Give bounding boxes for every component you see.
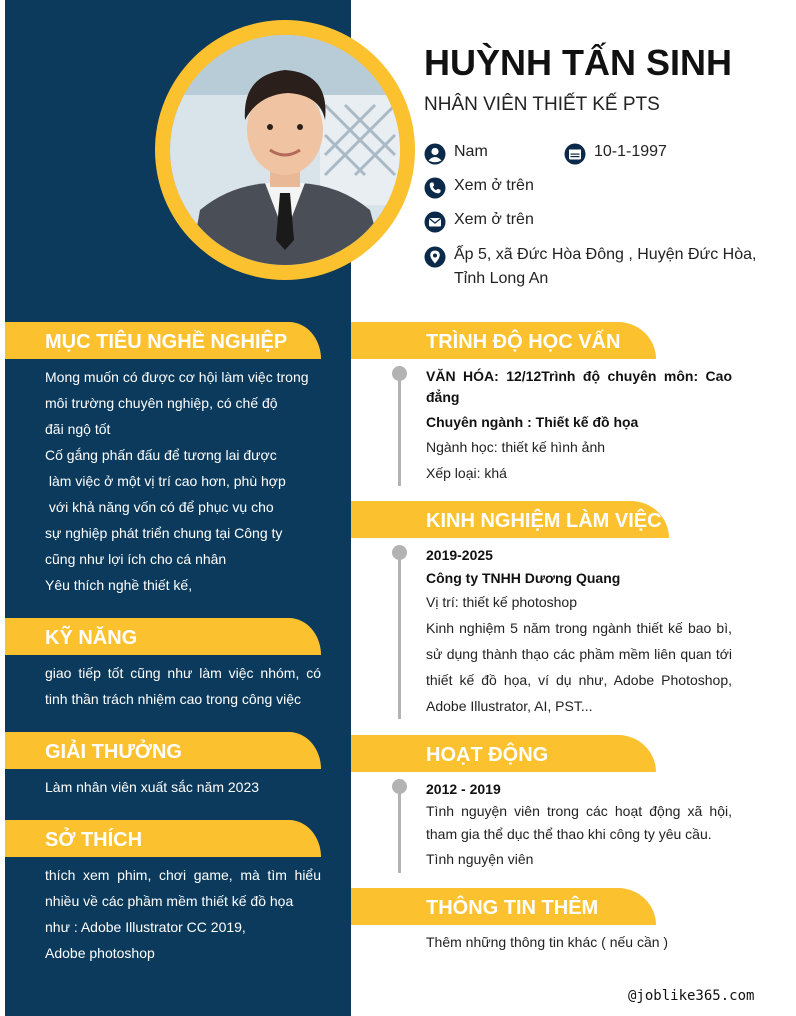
experience-period: 2019-2025 [426,547,493,563]
calendar-icon [564,143,586,165]
activities-period: 2012 - 2019 [426,781,501,797]
phone-value: Xem ở trên [454,177,534,194]
address-row [424,245,756,291]
experience-position: Vị trí: thiết kế photoshop [426,594,577,610]
objective-line: Mong muốn có được cơ hội làm việc trong [45,369,309,385]
activities-title: HOẠT ĐỘNG [426,744,549,766]
awards-text [45,774,321,800]
objective-line: môi trường chuyên nghiệp, có chế độ [45,395,278,411]
hobbies-header [5,820,321,857]
timeline-dot [392,779,407,794]
site-watermark: @joblike365.com [628,988,755,1004]
address-line-1: Ấp 5, xã Đức Hòa Đông , Huyện Đức Hòa, [454,246,757,263]
timeline-line [398,372,401,486]
objective-title: MỤC TIÊU NGHỀ NGHIỆP [45,331,288,353]
hobbies-line: như : Adobe Illustrator CC 2019, [45,919,246,935]
address-line-2: Tỉnh Long An [454,270,549,287]
hobbies-line: Adobe photoshop [45,945,155,961]
education-rank: Xếp loại: khá [426,465,507,481]
awards-description: Làm nhân viên xuất sắc năm 2023 [45,779,260,795]
skills-description: giao tiếp tốt cũng như làm việc nhóm, có tinh thần trách nhiệm cao trong công việc [45,665,321,707]
education-header [351,322,656,359]
awards-header [5,732,321,769]
timeline-line [398,551,401,719]
objective-line: Yêu thích nghề thiết kế, [45,577,193,593]
activities-header [351,735,656,772]
birthday-row [564,143,667,165]
timeline-dot [392,545,407,560]
email-row [424,211,534,233]
more-info-text: Thêm những thông tin khác ( nếu cần ) [426,934,669,950]
education-level: VĂN HÓA: 12/12Trình độ chuyên môn: Cao đẳng [426,368,732,405]
phone-row [424,177,534,199]
more-info-header [351,888,656,925]
activities-description: Tình nguyện viên trong các hoạt động xã hội, tham gia thể dục thể thao khi công ty yêu cầu. [426,803,732,842]
hobbies-description: thích xem phim, chơi game, mà tìm hiểu nhiều về các phầm mềm thiết kế đồ họa [45,867,321,909]
hobbies-title: SỞ THÍCH [45,829,143,851]
objective-line: Cố gắng phấn đấu để tương lai được [45,447,277,463]
more-info-title: THÔNG TIN THÊM [426,897,599,919]
objective-line: với khả năng vốn có để phục vụ cho [45,499,274,515]
job-title: NHÂN VIÊN THIẾT KẾ PTS [424,94,660,115]
education-major-bold: Chuyên ngành : Thiết kế đồ họa [426,414,639,430]
birthday-value: 10-1-1997 [594,143,667,160]
objective-line: đãi ngộ tốt [45,421,111,437]
gender-value: Nam [454,143,488,160]
location-icon [424,246,446,268]
phone-icon [424,177,446,199]
experience-body [426,545,732,719]
objective-line: cũng như lợi ích cho cá nhân [45,551,227,567]
skills-header [5,618,321,655]
objective-line: sự nghiệp phát triển chung tại Công ty [45,525,283,541]
education-body [426,366,732,486]
experience-title: KINH NGHIỆM LÀM VIỆC [426,510,662,532]
person-icon [424,143,446,165]
objective-header [5,322,321,359]
candidate-name: HUỲNH TẤN SINH [424,42,733,83]
activities-body [426,779,732,872]
timeline-line [398,785,401,873]
email-icon [424,211,446,233]
activities-role: Tình nguyện viên [426,851,534,867]
email-value: Xem ở trên [454,211,534,228]
skills-text [45,660,321,712]
experience-header [351,501,669,538]
skills-title: KỸ NĂNG [45,627,138,649]
gender-row [424,143,488,165]
objective-text [45,364,321,598]
education-major: Ngành học: thiết kế hình ảnh [426,439,606,455]
experience-company: Công ty TNHH Dương Quang [426,570,621,586]
experience-description: Kinh nghiệm 5 năm trong ngành thiết kế bao bì, sử dụng thành thạo các phầm mềm liên quan tới thiết kế đồ họa, ví dụ như, Adobe Photoshop, Adobe Illustrator, AI, PST... [426,620,732,714]
education-title: TRÌNH ĐỘ HỌC VẤN [426,331,621,353]
hobbies-text [45,862,321,966]
awards-title: GIẢI THƯỞNG [45,741,182,763]
timeline-dot [392,366,407,381]
avatar [170,35,400,265]
objective-line: làm việc ở một vị trí cao hơn, phù hợp [45,473,286,489]
more-info-body [426,934,732,950]
